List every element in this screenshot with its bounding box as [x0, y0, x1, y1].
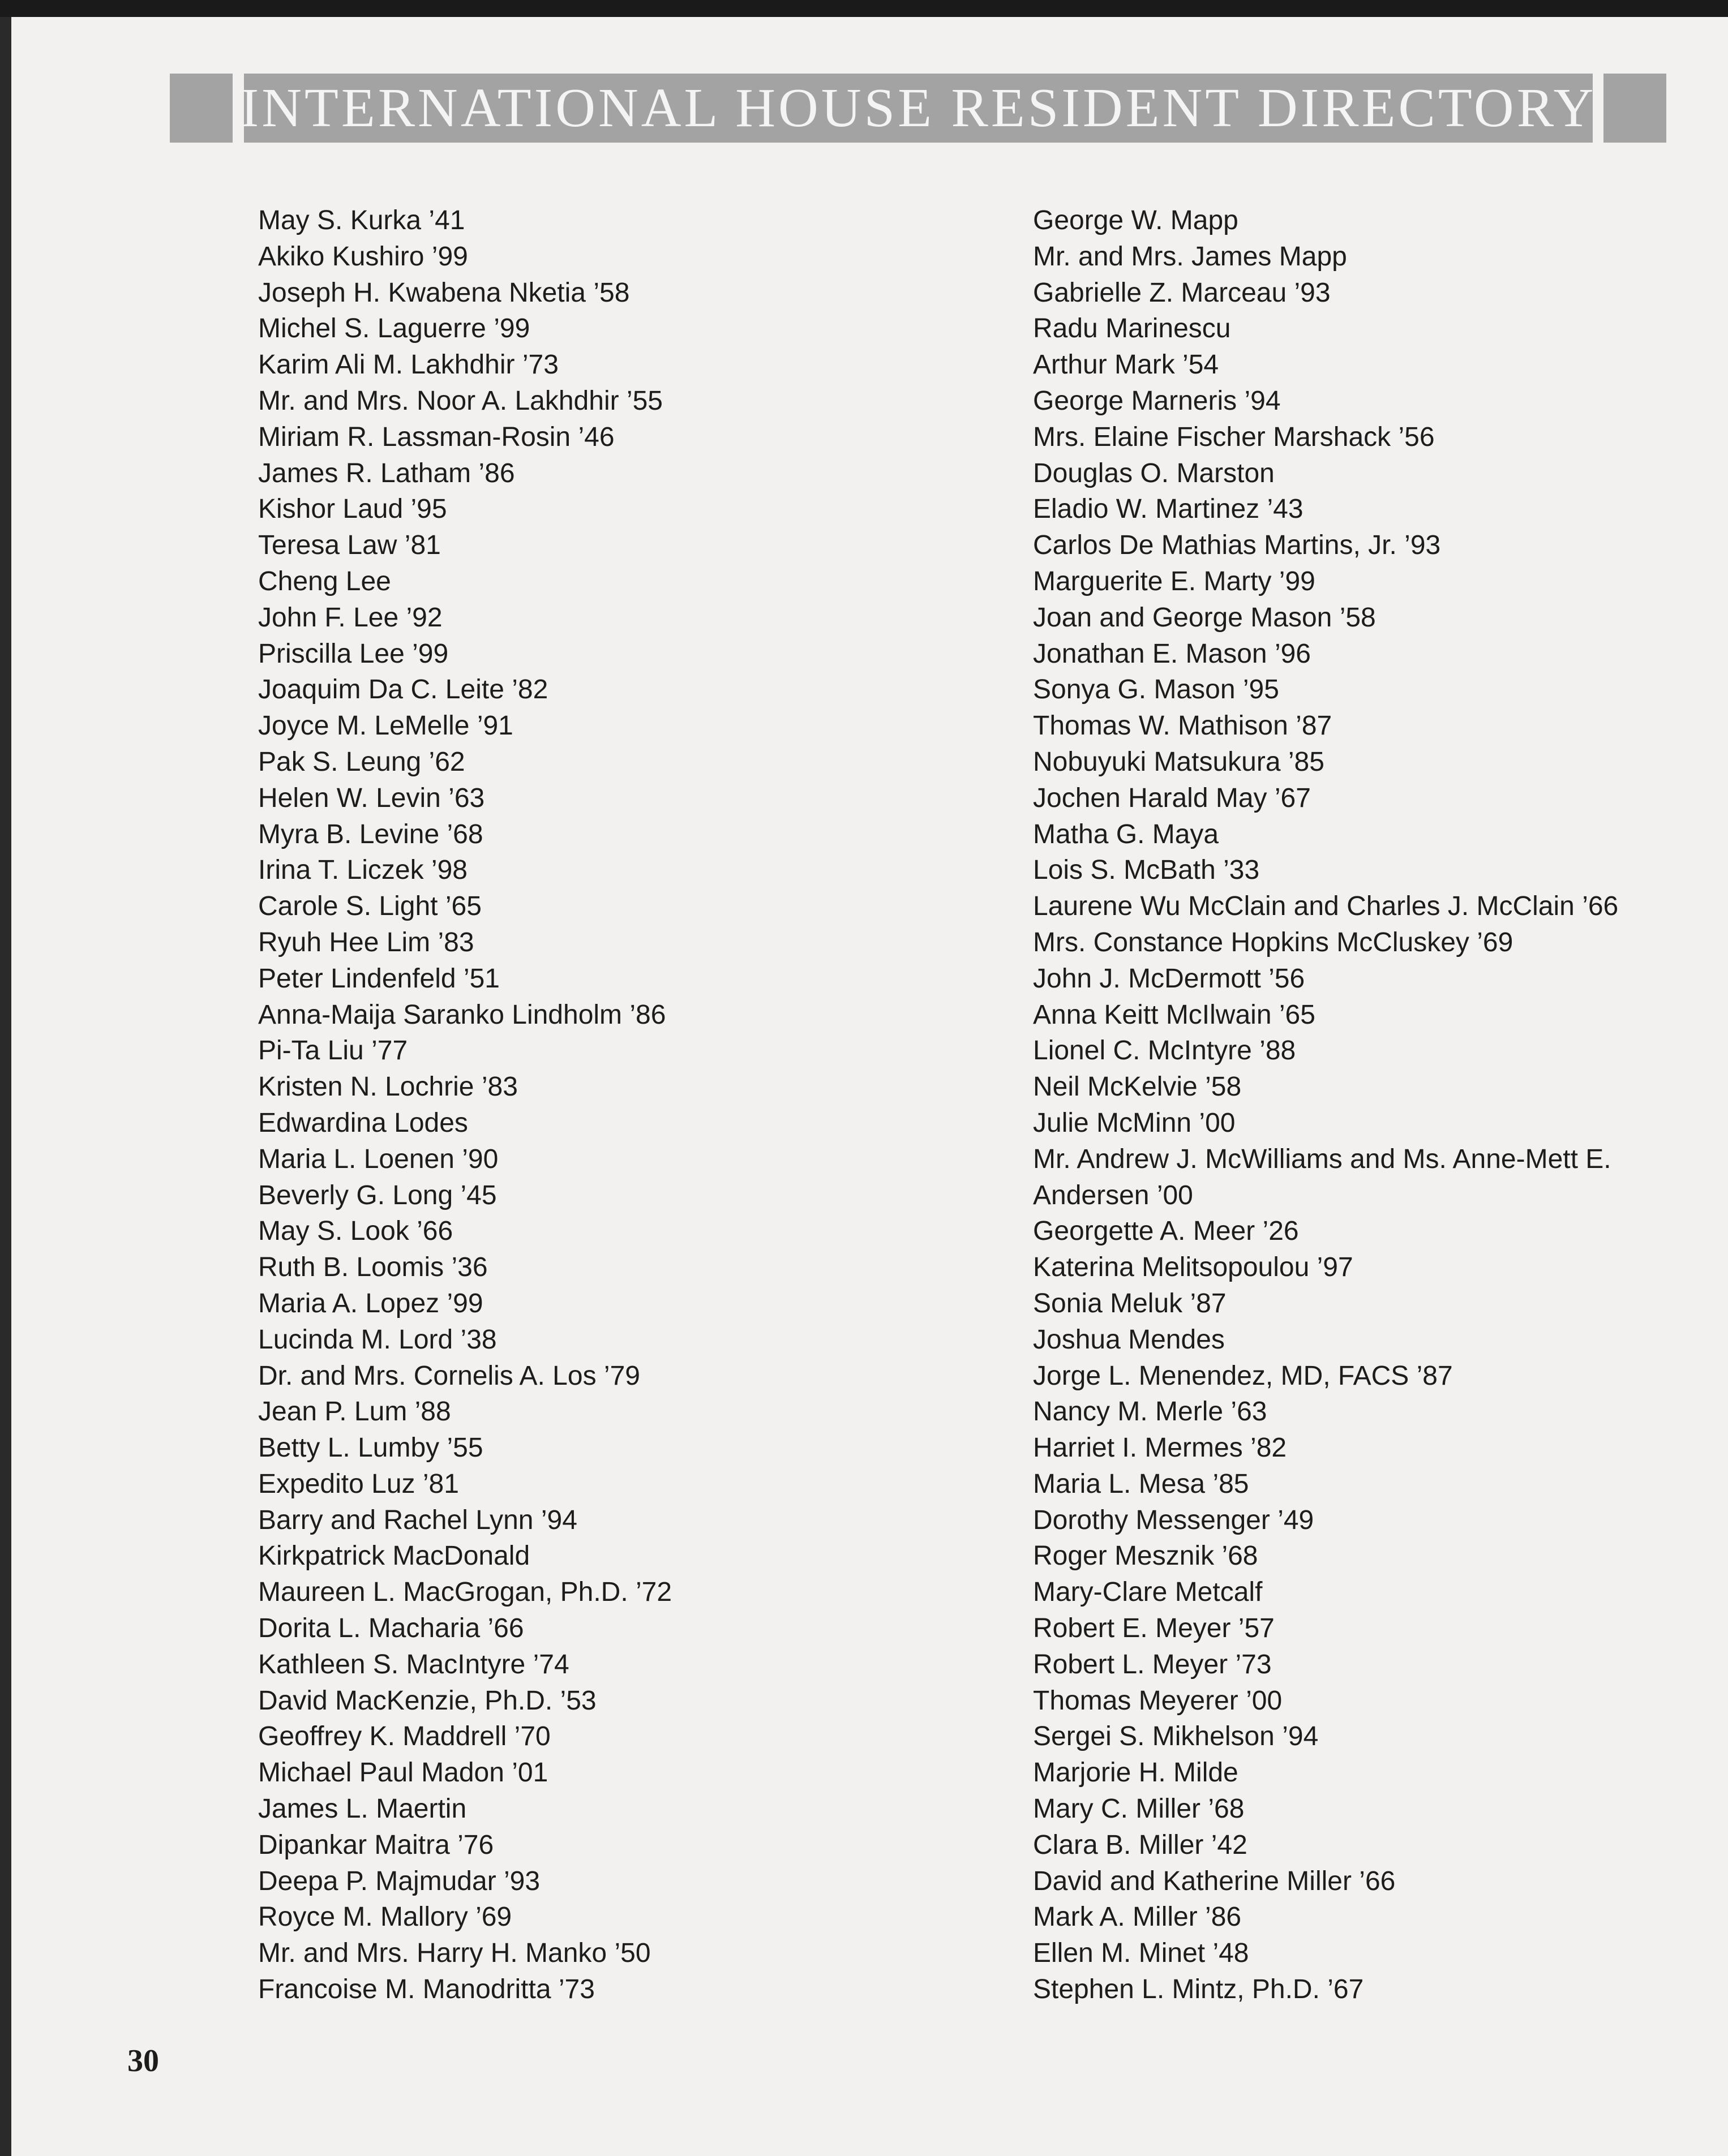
directory-entry: Laurene Wu McClain and Charles J. McClain ’66: [1033, 891, 1619, 922]
directory-entry: Deepa P. Majmudar ’93: [258, 1866, 541, 1896]
page-number: 30: [127, 2043, 159, 2078]
directory-entry: Harriet I. Mermes ’82: [1033, 1433, 1287, 1463]
directory-entry: Nancy M. Merle ’63: [1033, 1397, 1267, 1427]
directory-entry: George Marneris ’94: [1033, 385, 1281, 416]
directory-entry: Thomas W. Mathison ’87: [1033, 711, 1332, 741]
directory-entry: Maria L. Loenen ’90: [258, 1144, 499, 1174]
directory-entry: Jonathan E. Mason ’96: [1033, 638, 1311, 669]
page-title: INTERNATIONAL HOUSE RESIDENT DIRECTORY: [240, 78, 1597, 139]
directory-entry: Ruth B. Loomis ’36: [258, 1252, 488, 1283]
directory-entry: James L. Maertin: [258, 1794, 467, 1824]
directory-entry: Joaquim Da C. Leite ’82: [258, 675, 548, 705]
directory-entry: Betty L. Lumby ’55: [258, 1433, 483, 1463]
directory-entry: Karim Ali M. Lakhdhir ’73: [258, 350, 559, 380]
directory-entry: Joan and George Mason ’58: [1033, 602, 1376, 633]
directory-entry: Gabrielle Z. Marceau ’93: [1033, 277, 1331, 308]
directory-entry: Joshua Mendes: [1033, 1324, 1225, 1355]
directory-entry: Mr. and Mrs. Noor A. Lakhdhir ’55: [258, 385, 663, 416]
directory-entry: John J. McDermott ’56: [1033, 963, 1305, 994]
directory-entry: Priscilla Lee ’99: [258, 638, 449, 669]
directory-entry: Kristen N. Lochrie ’83: [258, 1072, 518, 1102]
directory-right-column: [1033, 203, 1618, 2008]
directory-entry: Robert L. Meyer ’73: [1033, 1649, 1272, 1680]
scan-top-edge: [0, 0, 1728, 17]
directory-entry: Royce M. Mallory ’69: [258, 1902, 512, 1932]
directory-entry: Miriam R. Lassman-Rosin ’46: [258, 422, 615, 452]
directory-entry: Clara B. Miller ’42: [1033, 1829, 1247, 1860]
directory-entry: Joyce M. LeMelle ’91: [258, 711, 513, 741]
directory-entry: Irina T. Liczek ’98: [258, 855, 468, 886]
directory-entry: Beverly G. Long ’45: [258, 1180, 497, 1210]
directory-entry: Kathleen S. MacIntyre ’74: [258, 1649, 569, 1680]
directory-entry: Barry and Rachel Lynn ’94: [258, 1505, 577, 1535]
directory-entry: Mark A. Miller ’86: [1033, 1902, 1242, 1932]
directory-entry: David and Katherine Miller ’66: [1033, 1866, 1396, 1896]
directory-entry: Carlos De Mathias Martins, Jr. ’93: [1033, 530, 1441, 561]
directory-entry: Dipankar Maitra ’76: [258, 1829, 494, 1860]
directory-entry: May S. Look ’66: [258, 1216, 453, 1247]
directory-entry: Maureen L. MacGrogan, Ph.D. ’72: [258, 1577, 672, 1608]
directory-entry: May S. Kurka ’41: [258, 205, 465, 235]
directory-entry: Ellen M. Minet ’48: [1033, 1938, 1249, 1969]
directory-entry: Mr. Andrew J. McWilliams and Ms. Anne-Mett E.: [1033, 1144, 1611, 1174]
directory-entry: Pi-Ta Liu ’77: [258, 1036, 408, 1066]
directory-entry: Robert E. Meyer ’57: [1033, 1613, 1275, 1644]
header-accent-left: [170, 74, 233, 143]
directory-entry: Mr. and Mrs. James Mapp: [1033, 241, 1347, 272]
directory-entry: Lionel C. McIntyre ’88: [1033, 1036, 1296, 1066]
directory-entry: Cheng Lee: [258, 566, 391, 596]
directory-entry: Kirkpatrick MacDonald: [258, 1541, 530, 1571]
header-accent-right: [1603, 74, 1666, 143]
directory-entry: Sergei S. Mikhelson ’94: [1033, 1721, 1319, 1752]
directory-entry: Edwardina Lodes: [258, 1107, 468, 1138]
directory-entry: Helen W. Levin ’63: [258, 783, 485, 813]
directory-entry: Mrs. Constance Hopkins McCluskey ’69: [1033, 927, 1513, 957]
directory-entry: Francoise M. Manodritta ’73: [258, 1974, 595, 2005]
directory-entry: Lucinda M. Lord ’38: [258, 1324, 497, 1355]
directory-entry: Sonia Meluk ’87: [1033, 1288, 1227, 1318]
directory-entry: Katerina Melitsopoulou ’97: [1033, 1252, 1353, 1283]
directory-entry: John F. Lee ’92: [258, 602, 443, 633]
directory-entry: Stephen L. Mintz, Ph.D. ’67: [1033, 1974, 1364, 2005]
directory-entry: Expedito Luz ’81: [258, 1468, 459, 1499]
directory-entry: Arthur Mark ’54: [1033, 350, 1219, 380]
directory-entry: Sonya G. Mason ’95: [1033, 675, 1279, 705]
directory-entry: George W. Mapp: [1033, 205, 1238, 235]
directory-entry: David MacKenzie, Ph.D. ’53: [258, 1685, 597, 1716]
directory-entry: Geoffrey K. Maddrell ’70: [258, 1721, 551, 1752]
directory-entry: Mr. and Mrs. Harry H. Manko ’50: [258, 1938, 651, 1969]
directory-entry: Douglas O. Marston: [1033, 458, 1275, 488]
directory-entry: Andersen ’00: [1033, 1180, 1193, 1210]
directory-entry: Roger Mesznik ’68: [1033, 1541, 1258, 1571]
directory-entry: Mary C. Miller ’68: [1033, 1794, 1245, 1824]
directory-entry: Marjorie H. Milde: [1033, 1758, 1238, 1788]
directory-entry: Akiko Kushiro ’99: [258, 241, 468, 272]
directory-entry: Joseph H. Kwabena Nketia ’58: [258, 277, 630, 308]
directory-page: [11, 17, 1728, 2156]
directory-entry: Mary-Clare Metcalf: [1033, 1577, 1263, 1608]
directory-entry: Maria L. Mesa ’85: [1033, 1468, 1249, 1499]
header-banner: [240, 74, 1597, 143]
directory-left-column: [258, 203, 672, 2008]
directory-entry: Lois S. McBath ’33: [1033, 855, 1260, 886]
directory-entry: Eladio W. Martinez ’43: [1033, 494, 1303, 525]
directory-entry: Georgette A. Meer ’26: [1033, 1216, 1299, 1247]
directory-entry: Anna-Maija Saranko Lindholm ’86: [258, 999, 666, 1030]
directory-entry: Thomas Meyerer ’00: [1033, 1685, 1283, 1716]
directory-entry: Myra B. Levine ’68: [258, 819, 483, 849]
directory-entry: Mrs. Elaine Fischer Marshack ’56: [1033, 422, 1435, 452]
directory-entry: Dorothy Messenger ’49: [1033, 1505, 1314, 1535]
directory-entry: Julie McMinn ’00: [1033, 1107, 1236, 1138]
directory-entry: Dorita L. Macharia ’66: [258, 1613, 524, 1644]
directory-entry: Ryuh Hee Lim ’83: [258, 927, 474, 957]
directory-entry: Anna Keitt McIlwain ’65: [1033, 999, 1315, 1030]
directory-entry: Kishor Laud ’95: [258, 494, 447, 525]
directory-entry: Nobuyuki Matsukura ’85: [1033, 746, 1324, 777]
directory-entry: Carole S. Light ’65: [258, 891, 482, 922]
directory-entry: James R. Latham ’86: [258, 458, 515, 488]
directory-entry: Michel S. Laguerre ’99: [258, 313, 530, 344]
directory-entry: Neil McKelvie ’58: [1033, 1072, 1242, 1102]
directory-entry: Pak S. Leung ’62: [258, 746, 465, 777]
directory-entry: Radu Marinescu: [1033, 313, 1231, 344]
directory-entry: Dr. and Mrs. Cornelis A. Los ’79: [258, 1360, 640, 1391]
directory-entry: Teresa Law ’81: [258, 530, 441, 561]
directory-entry: Maria A. Lopez ’99: [258, 1288, 483, 1318]
directory-entry: Peter Lindenfeld ’51: [258, 963, 500, 994]
directory-entry: Michael Paul Madon ’01: [258, 1758, 548, 1788]
directory-entry: Matha G. Maya: [1033, 819, 1219, 849]
directory-entry: Jorge L. Menendez, MD, FACS ’87: [1033, 1360, 1453, 1391]
directory-entry: Marguerite E. Marty ’99: [1033, 566, 1315, 596]
directory-entry: Jochen Harald May ’67: [1033, 783, 1311, 813]
directory-entry: Jean P. Lum ’88: [258, 1397, 451, 1427]
